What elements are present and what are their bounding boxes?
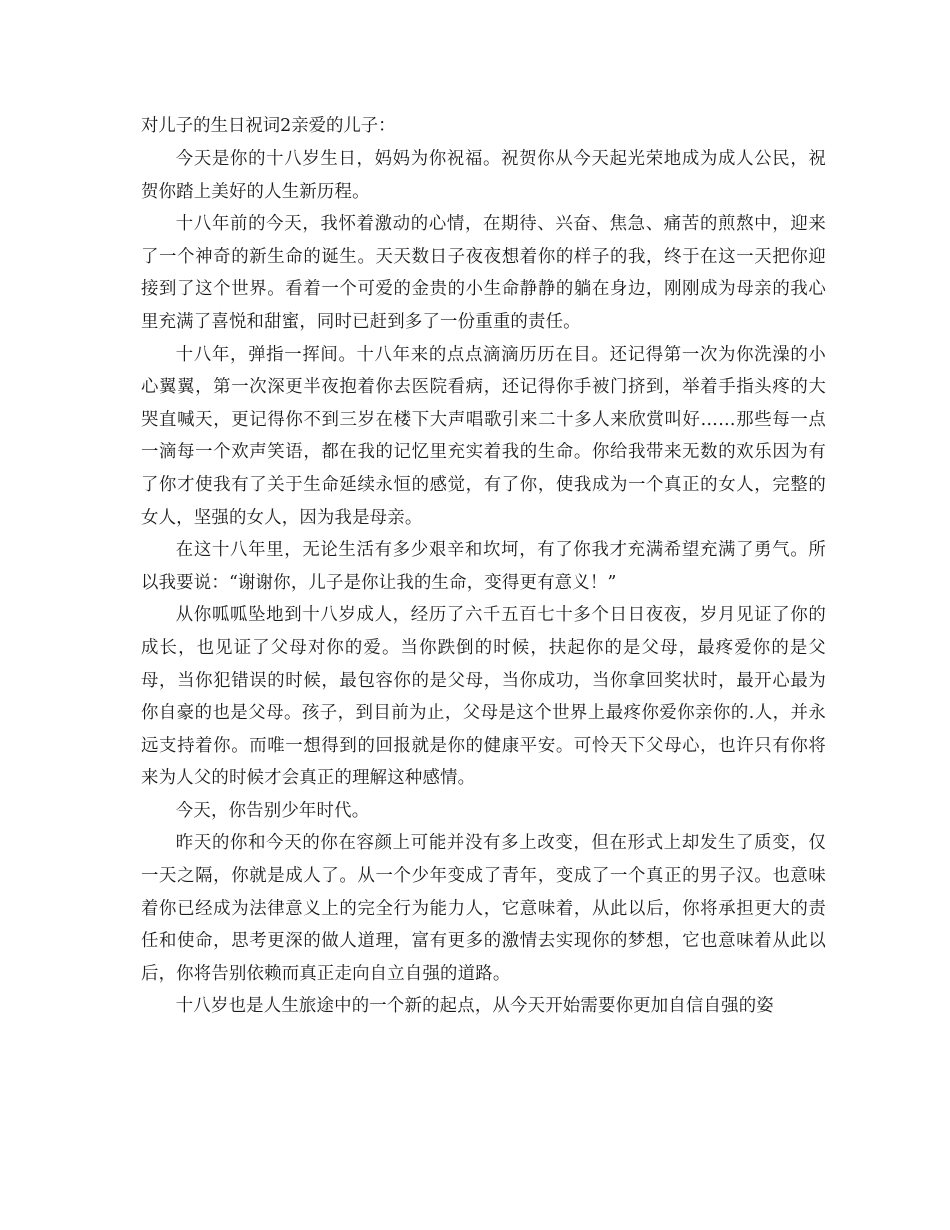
- document-heading: 对儿子的生日祝词2亲爱的儿子：: [141, 116, 396, 136]
- paragraph-birth-memory: 十八年前的今天，我怀着激动的心情，在期待、兴奋、焦急、痛苦的煎熬中，迎来了一个神奇的新生命的诞生。天天数日子夜夜想着你的样子的我，终于在这一天把你迎接到了这个世界。看着一个可爱的金贵的小生命静静的躺在身边，刚刚成为母亲的我心里充满了喜悦和甜蜜，同时已赶到多了一份重重的责任。: [141, 214, 826, 332]
- paragraph-eighteen-years: 十八年，弹指一挥间。十八年来的点点滴滴历历在目。还记得第一次为你洗澡的小心翼翼，第一次深更半夜抱着你去医院看病，还记得你手被门挤到，举着手指头疼的大哭直喊天，更记得你不到三岁在楼下大声唱歌引来二十多人来欣赏叫好……那些每一点一滴每一个欢声笑语，都在我的记忆里充实着我的生命。你给我带来无数的欢乐因为有了你才使我有了关于生命延续永恒的感觉，有了你，使我成为一个真正的女人，完整的女人，坚强的女人，因为我是母亲。: [141, 344, 826, 528]
- paragraph-birthday-wish: 今天是你的十八岁生日，妈妈为你祝福。祝贺你从今天起光荣地成为成人公民，祝贺你踏上美好的人生新历程。: [141, 149, 826, 202]
- paragraph-thank-you: 在这十八年里，无论生活有多少艰辛和坎坷，有了你我才充满希望充满了勇气。所以我要说：“谢谢你，儿子是你让我的生命，变得更有意义！”: [141, 540, 826, 593]
- paragraph-becoming-adult: 昨天的你和今天的你在容颜上可能并没有多上改变，但在形式上却发生了质变，仅一天之隔，你就是成人了。从一个少年变成了青年，变成了一个真正的男子汉。也意味着你已经成为法律意义上的完全行为能力人，它意味着，从此以后，你将承担更大的责任和使命，思考更深的做人道理，富有更多的激情去实现你的梦想，它也意味着从此以后，你将告别依赖而真正走向自立自强的道路。: [141, 833, 826, 984]
- paragraph-farewell-youth: 今天，你告别少年时代。: [175, 800, 370, 821]
- paragraph-parents-love: 从你呱呱坠地到十八岁成人，经历了六千五百七十多个日日夜夜，岁月见证了你的成长，也见证了父母对你的爱。当你跌倒的时候，扶起你的是父母，最疼爱你的是父母，当你犯错误的时候，最包容你的是父母，当你成功，当你拿回奖状时，最开心最为你自豪的也是父母。孩子，到目前为止，父母是这个世界上最疼你爱你亲你的.人，并永远支持着你。而唯一想得到的回报就是你的健康平安。可怜天下父母心，也许只有你将来为人父的时候才会真正的理解这种感情。: [141, 605, 826, 789]
- document-body: [141, 112, 826, 1023]
- paragraph-new-start: 十八岁也是人生旅途中的一个新的起点，从今天开始需要你更加自信自强的姿: [175, 996, 774, 1017]
